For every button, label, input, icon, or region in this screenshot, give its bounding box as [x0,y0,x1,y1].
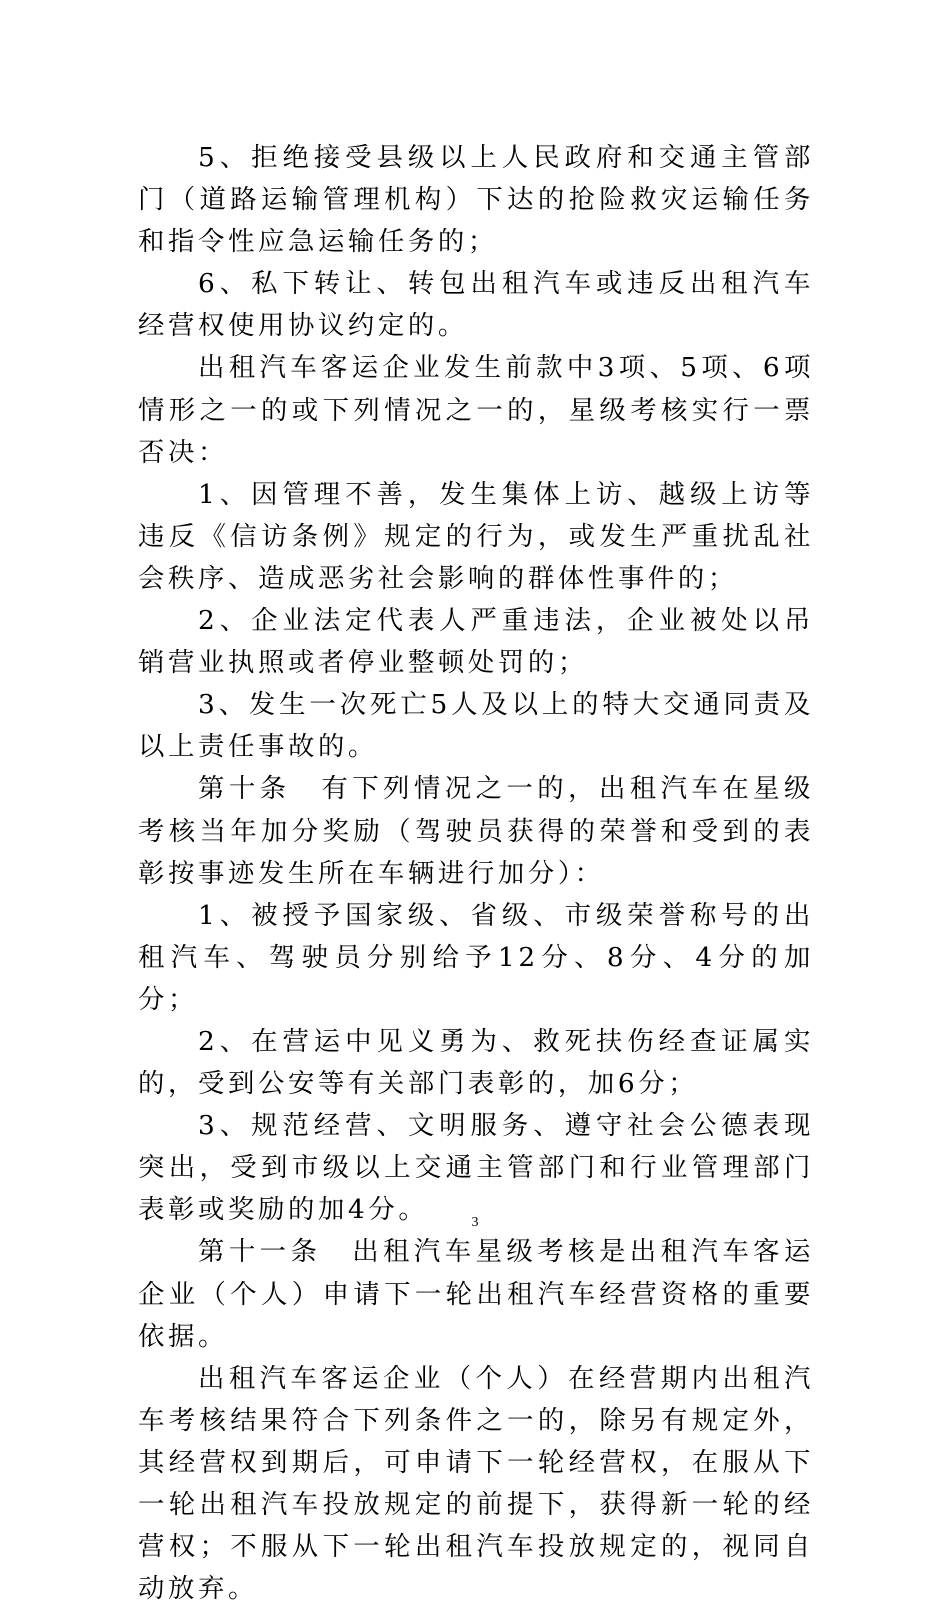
bonus-item-3: 3、规范经营、文明服务、遵守社会公德表现突出，受到市级以上交通主管部门和行业管理部门表彰或奖励的加4分。 [138,1110,814,1226]
paragraph-veto-2: 2、企业法定代表人严重违法，企业被处以吊销营业执照或者停业整顿处罚的； [138,605,814,679]
paragraph-veto-intro: 出租汽车客运企业发生前款中3项、5项、6项情形之一的或下列情况之一的，星级考核实行一票否决： [138,352,814,468]
article-ten: 第十条 有下列情况之一的，出租汽车在星级考核当年加分奖励（驾驶员获得的荣誉和受到的表彰按事迹发生所在车辆进行加分）： [138,773,814,889]
bonus-item-1: 1、被授予国家级、省级、市级荣誉称号的出租汽车、驾驶员分别给予12分、8分、4分的加分； [138,899,814,1015]
paragraph-veto-3: 3、发生一次死亡5人及以上的特大交通同责及以上责任事故的。 [138,689,814,763]
page-number: 3 [471,1215,479,1230]
paragraph-item-6: 6、私下转让、转包出租汽车或违反出租汽车经营权使用协议约定的。 [138,268,814,342]
renewal-conditions-paragraph: 出租汽车客运企业（个人）在经营期内出租汽车考核结果符合下列条件之一的，除另有规定外，其经营权到期后，可申请下一轮经营权，在服从下一轮出租汽车投放规定的前提下，获得新一轮的经营权；不服从下一轮出租汽车投放规定的，视同自动放弃。 [138,1362,814,1605]
article-eleven: 第十一条 出租汽车星级考核是出租汽车客运企业（个人）申请下一轮出租汽车经营资格的重要依据。 [138,1236,814,1352]
document-body [138,137,814,1610]
bonus-item-2: 2、在营运中见义勇为、救死扶伤经查证属实的，受到公安等有关部门表彰的，加6分； [138,1025,814,1100]
paragraph-item-5: 5、拒绝接受县级以上人民政府和交通主管部门（道路运输管理机构）下达的抢险救灾运输任务和指令性应急运输任务的； [138,142,814,258]
paragraph-veto-1: 1、因管理不善，发生集体上访、越级上访等违反《信访条例》规定的行为，或发生严重扰乱社会秩序、造成恶劣社会影响的群体性事件的； [138,478,814,594]
